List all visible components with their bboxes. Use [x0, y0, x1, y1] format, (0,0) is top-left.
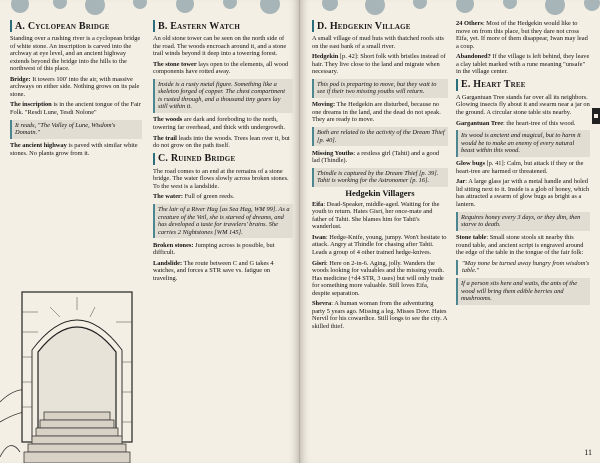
- gm-note-box: Thindle is captured by the Dream Thief [p. 39]. Tahti is working for the Astronomer [p. 16].: [312, 168, 448, 187]
- section-heading-a: A. Cyclopean Bridge: [10, 20, 142, 32]
- page-number: 11: [584, 448, 592, 457]
- section-heading-e: E. Heart Tree: [456, 79, 590, 91]
- gm-note-box: Inside is a rusty metal figure. Something like a skeleton forged of copper. The chest compartment is rusted through, and a thousand tiny gears lay still within it.: [153, 79, 293, 113]
- table-inscription-quote: "May none be turned away hungry from wisdom's table.": [456, 260, 590, 275]
- section-heading-b: B. Eastern Watch: [153, 20, 293, 32]
- column-b: B. Eastern Watch An old stone tower can be seen on the north side of the road. The woods encroach around it, and a stone trail winds beyond it deep into a towering forest. The stone tower lays open to the elements, all wood components have rotted away. Inside is a rusty metal figure. Something like a skeleton forged of copper. The chest compartment is rusted through, and a thousand tiny gears lay still within it. The woods are dark and foreboding to the north, towering far overhead, and thick with undergrowth. The trail leads into the woods. Trees lean over it, but do not grow on the path itself. C. Ruined Bridge The road comes to an end at the remains of a stone bridge. The water flows slowly across broken stones. To the west is a landslide. The water: Full of green reeds. The lair of a River Hag [as Sea Hag, WM 99]. As a creature of the Veil, she is starved of dreams, and has developed a taste for travelers' brains. She carries 2 Nightstones [WM 145]. Broken stones: Jumping across is possible, but difficult. Landslide: The route between C and G takes 4 watches, and forces a STR save vs. fatigue on traveling.: [153, 20, 293, 286]
- gm-note-box: This pod is preparing to move, but they wait to see if their two missing youths will return.: [312, 79, 448, 98]
- gm-note-box: Both are related to the activity of the Dream Thief [p. 40].: [312, 127, 448, 146]
- chapter-tab-marker: [592, 108, 600, 124]
- cog-border-decoration: [300, 0, 600, 22]
- column-e: 24 Others: Most of the Hedgekin would like to move on from this place, but they dare not cross Eifa, yet. If more of them disappear, Iwan may lead a coup. Abandoned? If the village is left behind, they leave a clay tablet marked with a rune meaning "unsafe" in the village center. E. Heart Tree A Gargantuan Tree stands far over all its neighbors. Glowing insects fly about it and swarm near a jar on the ground. A circular stone table sits nearby. Gargantuan Tree: the heart-tree of this wood. Its wood is ancient and magical, but to harm it would be to make an enemy of every natural beast within this wood. Glow bugs [p. 41]: Calm, but attack if they or the heart-tree are harmed or threatened. Jar: A large glass jar with a metal handle and holed lid sitting next to it. Inside is a glob of honey, which has attracted a swarm of glow bugs as bright as a lantern. Requires honey every 3 days, or they dim, then starve to death. Stone table: Small stone stools sit nearby this round table, and ancient script is engraved around the edge of the table in the tongue of the fair folk: "May none be turned away hungry from wisdom's table." If a person sits here and waits, the ants of the wood will bring them edible berries and mushrooms.: [456, 20, 590, 308]
- column-a: A. Cyclopean Bridge Standing over a rushing river is a cyclopean bridge of white stone. An inscription is carved into the archway at eye level, and an ancient highway extends beyond the bridge into the hills to the northwest of this place. Bridge: It towers 100' into the air, with massive archways on either side. Nothing grows on its pale stone. The inscription is in the ancient tongue of the Fair Folk. "Resdi Lune, Tesdi Nolone" It reads, "The Valley of Lune, Wisdom's Domain." The ancient highway is paved with similar white stones. No plants grow from it.: [10, 20, 141, 157]
- cog-border-decoration: [0, 0, 300, 22]
- paragraph: Standing over a rushing river is a cyclopean bridge of white stone. An inscription is carved into the archway at eye level, and an ancient highway extends beyond the bridge into the hills to the northwest of this place.: [10, 35, 141, 72]
- right-page: [300, 0, 600, 463]
- section-heading-d: D. Hedgekin Village: [312, 20, 448, 32]
- subheading-villagers: Hedgekin Villagers: [345, 188, 415, 199]
- column-d: D. Hedgekin Village A small village of mud huts with thatched roofs sits on the east bank of a small river. Hedgekin [p. 42]: Short folk with bristles instead of hair. They live close to the land and migrate when necessary. This pod is preparing to move, but they wait to see if their two missing youths will return. Moving: The Hedgekin are disturbed, because no one dreams in the land, and the dead do not speak. They are ready to move. Both are related to the activity of the Dream Thief [p. 40]. Missing Youths: a restless girl (Tahti) and a good lad (Thindle). Thindle is captured by the Dream Thief [p. 39]. Tahti is working for the Astronomer [p. 16]. Hedgekin Villagers Eifa: Dead-Speaker, middle-aged. Waiting for the youth to return. Hates Gisri, her once-mate and father of Tahti. She blames him for Tahti's wanderlust. Iwan: Hedge-Knife, young, jumpy. Won't hesitate to attack. Angry at Thindle for chasing after Tahti. Leads a group of 4 other trained hedge-knives. Gisri: Here on 2-in-6. Aging, jolly. Wanders the woods looking for valuables and the missing youth. Has medicine (+d4 STR, 3 uses) but will only trade for something more valuable. Still loves Eifa, despite separation. Shevra: A human woman from the adventuring party 5 years ago. Missing a leg. Misses Dovr. Hates Nervil for his cowardice. Still longs to see the city. A skilled thief.: [312, 20, 448, 330]
- gm-note-box: The lair of a River Hag [as Sea Hag, WM 99]. As a creature of the Veil, she is starved of dreams, and has developed a taste for travelers' brains. She carries 2 Nightstones [WM 145].: [153, 204, 293, 238]
- gm-note-box: Requires honey every 3 days, or they dim, then starve to death.: [456, 212, 590, 231]
- section-heading-c: C. Ruined Bridge: [153, 153, 293, 165]
- bridge-illustration: [0, 262, 150, 463]
- gm-note-box: It reads, "The Valley of Lune, Wisdom's Domain.": [10, 120, 142, 139]
- gm-note-box: If a person sits here and waits, the ants of the wood will bring them edible berries and mushrooms.: [456, 278, 590, 305]
- gm-note-box: Its wood is ancient and magical, but to harm it would be to make an enemy of every natural beast within this wood.: [456, 130, 590, 157]
